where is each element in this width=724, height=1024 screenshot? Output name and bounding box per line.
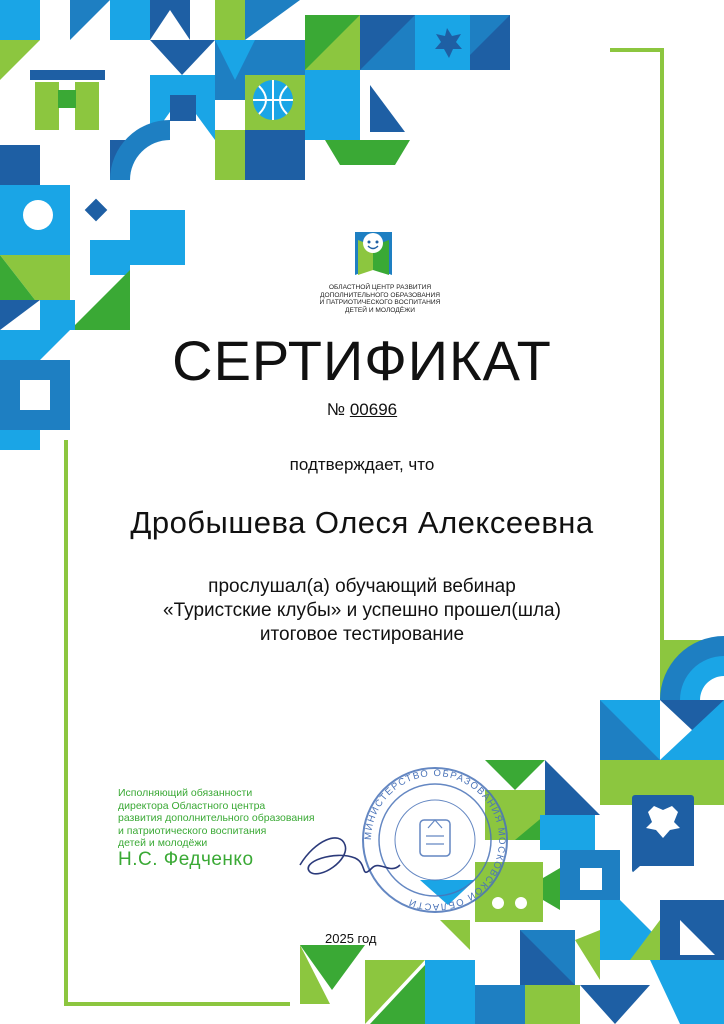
signatory-name: Н.С. Федченко: [118, 848, 254, 870]
organization-name-line: И ПАТРИОТИЧЕСКОГО ВОСПИТАНИЯ: [319, 299, 441, 307]
stamp-ring-text: МИНИСТЕРСТВО ОБРАЗОВАНИЯ МОСКОВСКОЙ ОБЛАСТИ: [362, 767, 508, 913]
signatory-block: [118, 787, 358, 870]
signatory-position-line: и патриотического воспитания: [118, 824, 267, 837]
confirms-text: подтверждает, что: [289, 455, 435, 474]
body-line: «Туристские клубы» и успешно прошел(шла): [163, 600, 561, 621]
signatory-position-line: детей и молодёжи: [118, 837, 208, 849]
organization-name: [300, 284, 460, 314]
body-line: прослушал(а) обучающий вебинар: [208, 576, 516, 597]
number-value: 00696: [349, 400, 398, 419]
organization-name-line: ОБЛАСТНОЙ ЦЕНТР РАЗВИТИЯ: [328, 284, 432, 291]
signatory-position-line: развития дополнительного образования: [118, 812, 315, 824]
signatory-position-line: директора Областного центра: [118, 799, 266, 812]
recipient-name: Дробышева Олеся Алексеевна: [130, 505, 594, 540]
certificate-body: [0, 575, 724, 647]
certificate-year: 2025 год: [325, 931, 377, 946]
certificate-number: [0, 400, 724, 420]
organization-name-line: ДОПОЛНИТЕЛЬНОГО ОБРАЗОВАНИЯ: [320, 291, 440, 299]
body-line: итоговое тестирование: [259, 624, 465, 645]
number-prefix: №: [326, 400, 346, 419]
svg-text:МИНИСТЕРСТВО ОБРАЗОВАНИЯ МОСКО: [363, 768, 507, 912]
organization-name-line: ДЕТЕЙ И МОЛОДЁЖИ: [345, 306, 415, 314]
certificate-title: СЕРТИФИКАТ: [172, 329, 552, 392]
signatory-position-line: Исполняющий обязанности: [118, 787, 253, 799]
